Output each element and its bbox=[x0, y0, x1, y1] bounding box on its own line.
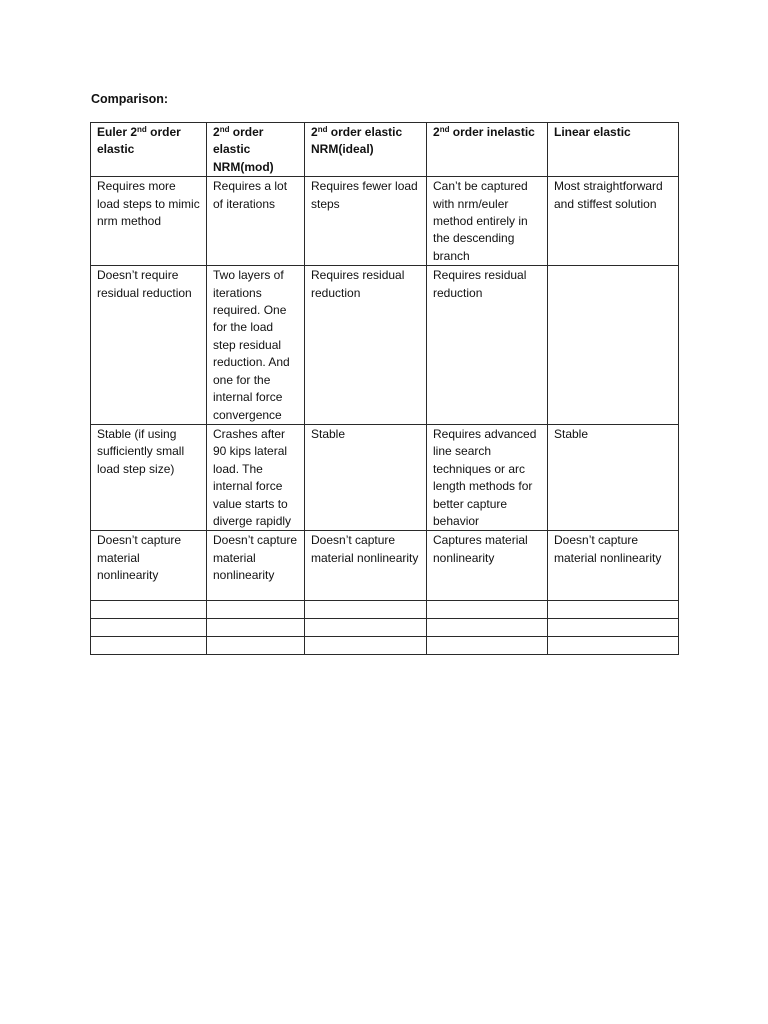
table-cell: Two layers of iterations required. One for the load step residual reduction. And one for the internal force convergence bbox=[207, 266, 305, 425]
table-cell-empty bbox=[427, 619, 548, 637]
table-row bbox=[91, 177, 679, 266]
comparison-table bbox=[90, 122, 679, 655]
table-row bbox=[91, 266, 679, 425]
table-cell-empty bbox=[427, 637, 548, 655]
table-cell-empty bbox=[207, 619, 305, 637]
table-cell: Stable (if using sufficiently small load step size) bbox=[91, 424, 207, 530]
table-cell: Doesn’t require residual reduction bbox=[91, 266, 207, 425]
table-row-empty bbox=[91, 619, 679, 637]
table-cell: Doesn’t capture material nonlinearity bbox=[91, 531, 207, 601]
table-cell-empty bbox=[548, 637, 679, 655]
table-cell-empty bbox=[91, 601, 207, 619]
table-cell-empty bbox=[305, 601, 427, 619]
table-cell: Stable bbox=[305, 424, 427, 530]
table-cell: Captures material nonlinearity bbox=[427, 531, 548, 601]
table-cell-empty bbox=[91, 637, 207, 655]
table-cell: Requires residual reduction bbox=[305, 266, 427, 425]
table-cell-empty bbox=[91, 619, 207, 637]
table-cell: Most straightforward and stiffest solution bbox=[548, 177, 679, 266]
header-cell-euler-elastic: Euler 2nd order elastic bbox=[91, 123, 207, 177]
table-cell: Crashes after 90 kips lateral load. The internal force value starts to diverge rapidly bbox=[207, 424, 305, 530]
table-cell: Doesn’t capture material nonlinearity bbox=[305, 531, 427, 601]
table-cell-empty bbox=[305, 637, 427, 655]
table-cell: Requires advanced line search techniques or arc length methods for better capture behavior bbox=[427, 424, 548, 530]
table-row-empty bbox=[91, 637, 679, 655]
table-cell: Requires residual reduction bbox=[427, 266, 548, 425]
table-cell: Requires more load steps to mimic nrm method bbox=[91, 177, 207, 266]
table-cell-empty bbox=[207, 637, 305, 655]
table-row-empty bbox=[91, 601, 679, 619]
table-cell-empty bbox=[548, 619, 679, 637]
table-cell-empty bbox=[548, 601, 679, 619]
table-cell-empty bbox=[427, 601, 548, 619]
table-cell: Stable bbox=[548, 424, 679, 530]
table-cell-empty bbox=[305, 619, 427, 637]
table-cell: Requires a lot of iterations bbox=[207, 177, 305, 266]
table-cell: Requires fewer load steps bbox=[305, 177, 427, 266]
table-row bbox=[91, 424, 679, 530]
header-cell-inelastic: 2nd order inelastic bbox=[427, 123, 548, 177]
header-cell-linear-elastic: Linear elastic bbox=[548, 123, 679, 177]
table-cell bbox=[548, 266, 679, 425]
table-cell: Can’t be captured with nrm/euler method entirely in the descending branch bbox=[427, 177, 548, 266]
header-cell-nrm-ideal: 2nd order elastic NRM(ideal) bbox=[305, 123, 427, 177]
table-row bbox=[91, 531, 679, 601]
table-header-row bbox=[91, 123, 679, 177]
header-cell-nrm-mod: 2nd order elastic NRM(mod) bbox=[207, 123, 305, 177]
table-cell: Doesn’t capture material nonlinearity bbox=[548, 531, 679, 601]
table-cell: Doesn’t capture material nonlinearity bbox=[207, 531, 305, 601]
section-heading: Comparison: bbox=[91, 92, 169, 106]
table-cell-empty bbox=[207, 601, 305, 619]
